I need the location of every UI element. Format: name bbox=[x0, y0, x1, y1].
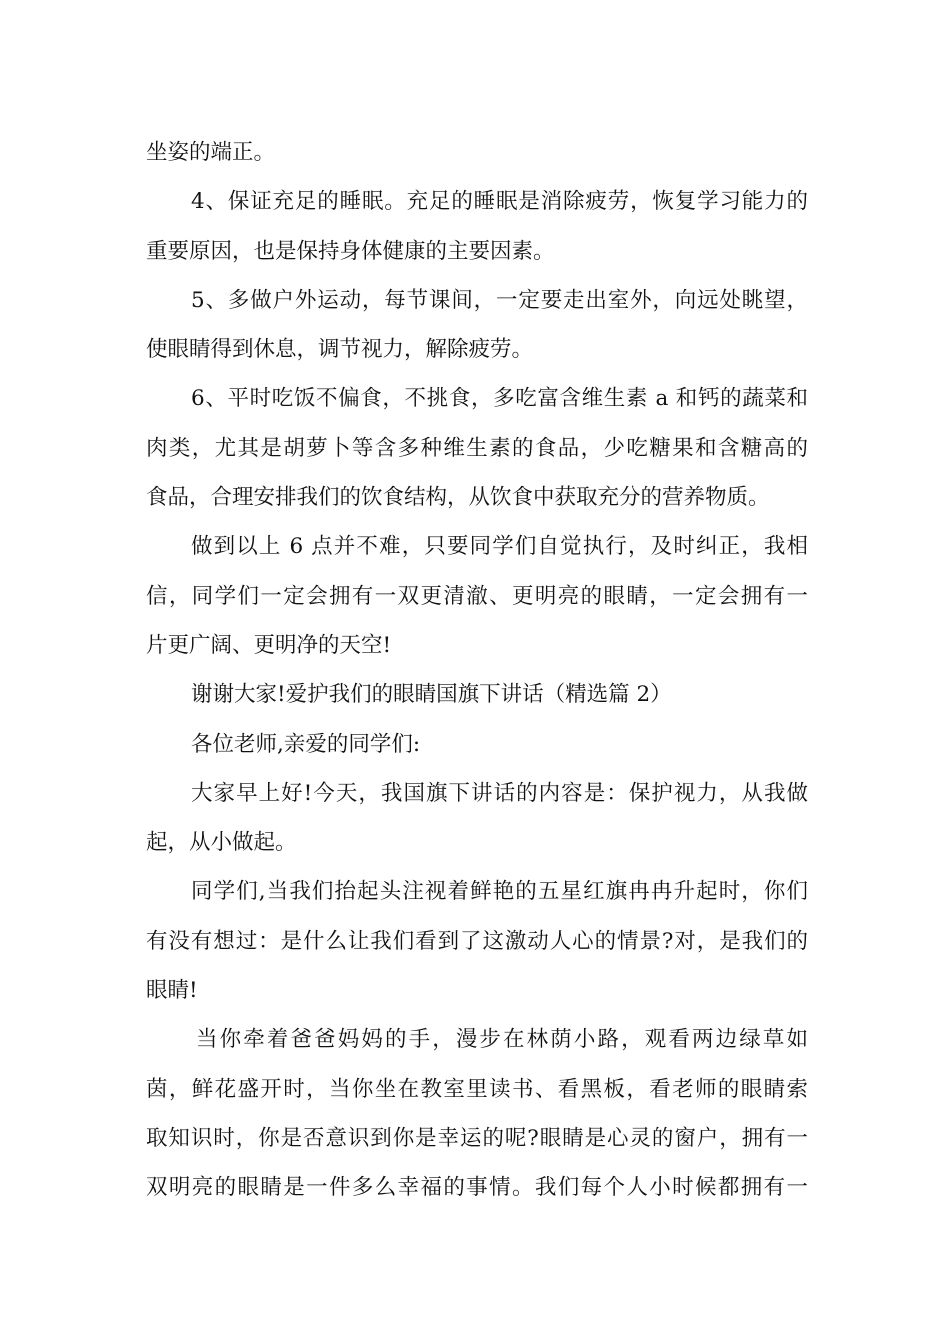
text-line: 当你牵着爸爸妈妈的手，漫步在林荫小路，观看两边绿草如 bbox=[196, 1027, 808, 1053]
text-line: 双明亮的眼睛是一件多么幸福的事情。我们每个人小时候都拥有一 bbox=[146, 1175, 808, 1201]
text-line: 使眼睛得到休息，调节视力，解除疲劳。 bbox=[146, 337, 534, 363]
text-line: 同学们,当我们抬起头注视着鲜艳的五星红旗冉冉升起时，你们 bbox=[191, 879, 808, 905]
text-line: 肉类，尤其是胡萝卜等含多种维生素的食品，少吃糖果和含糖高的 bbox=[146, 435, 808, 461]
paragraph bbox=[146, 670, 808, 719]
paragraph bbox=[146, 522, 808, 670]
text-line: 茵，鲜花盛开时，当你坐在教室里读书、看黑板，看老师的眼睛索 bbox=[146, 1076, 808, 1102]
text-line: 眼睛! bbox=[146, 978, 198, 1004]
document-body bbox=[146, 128, 808, 1213]
paragraph bbox=[146, 1015, 808, 1212]
paragraph bbox=[146, 769, 808, 868]
paragraph bbox=[146, 374, 808, 522]
paragraph bbox=[146, 867, 808, 1015]
text-line: 食品，合理安排我们的饮食结构，从饮食中获取充分的营养物质。 bbox=[146, 485, 770, 511]
text-line: 取知识时，你是否意识到你是幸运的呢?眼睛是心灵的窗户，拥有一 bbox=[146, 1125, 808, 1151]
text-line: 坐姿的端正。 bbox=[146, 140, 276, 165]
text-line: 5、多做户外运动，每节课间，一定要走出室外，向远处眺望， bbox=[191, 287, 808, 313]
text-line: 4、保证充足的睡眠。充足的睡眠是消除疲劳，恢复学习能力的 bbox=[191, 189, 808, 215]
text-line: 重要原因，也是保持身体健康的主要因素。 bbox=[146, 238, 555, 264]
paragraph bbox=[146, 720, 808, 769]
text-line: 片更广阔、更明净的天空! bbox=[146, 632, 392, 658]
paragraph bbox=[146, 177, 808, 276]
text-line: 信，同学们一定会拥有一双更清澈、更明亮的眼睛，一定会拥有一 bbox=[146, 583, 808, 609]
text-line: 做到以上 6 点并不难，只要同学们自觉执行，及时纠正，我相 bbox=[191, 534, 808, 560]
paragraph bbox=[146, 276, 808, 375]
salutation: 各位老师,亲爱的同学们: bbox=[191, 731, 421, 757]
text-line: 起，从小做起。 bbox=[146, 830, 297, 856]
text-line: 有没有想过：是什么让我们看到了这激动人心的情景?对，是我们的 bbox=[146, 928, 808, 954]
text-line: 6、平时吃饭不偏食，不挑食，多吃富含维生素 a 和钙的蔬菜和 bbox=[191, 386, 808, 412]
paragraph bbox=[146, 128, 808, 177]
section-heading: 谢谢大家!爱护我们的眼睛国旗下讲话（精选篇 2） bbox=[191, 682, 672, 708]
text-line: 大家早上好!今天，我国旗下讲话的内容是：保护视力，从我做 bbox=[191, 780, 808, 806]
